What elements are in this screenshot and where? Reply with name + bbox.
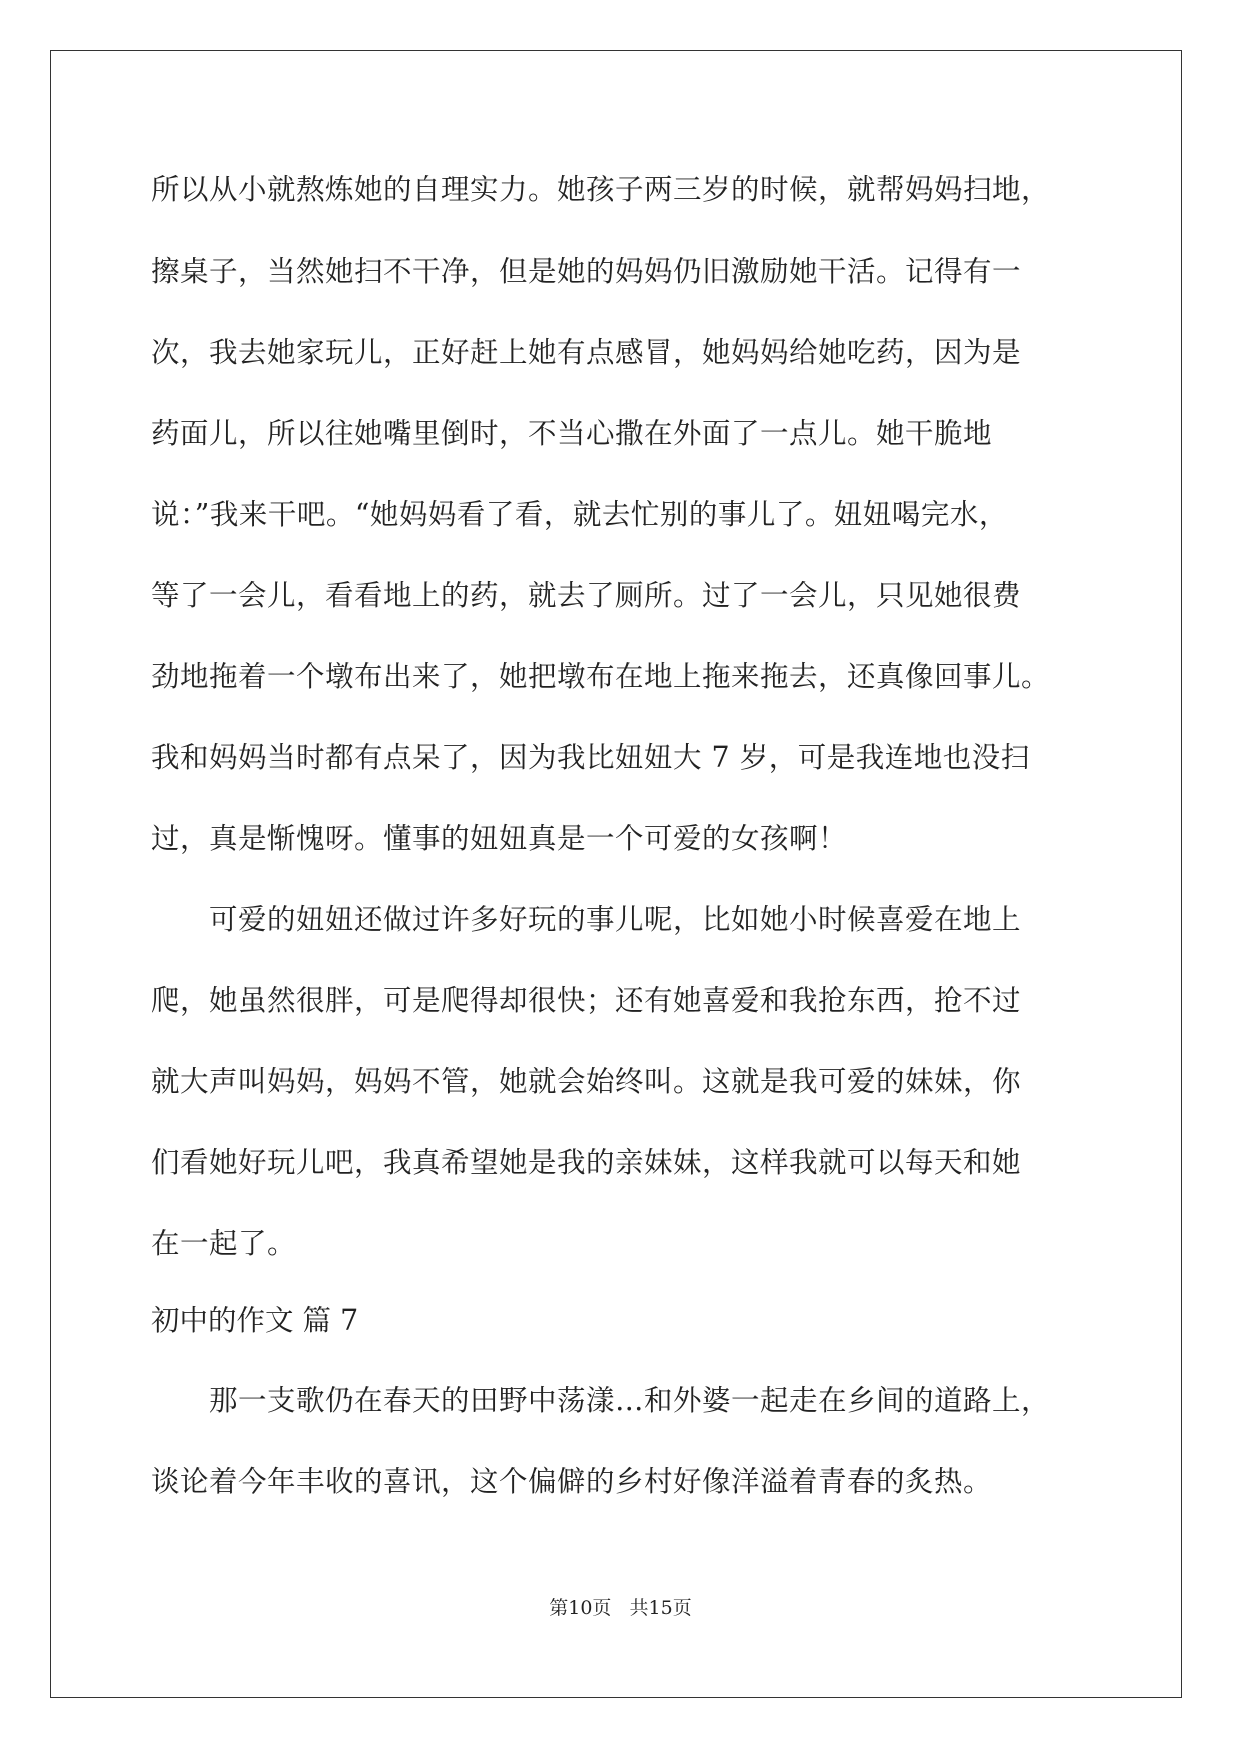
section-heading: 初中的作文 篇 7: [151, 1304, 359, 1337]
body-line: 谈论着今年丰收的喜讯，这个偏僻的乡村好像洋溢着青春的炙热。: [151, 1465, 993, 1498]
body-line: 爬，她虽然很胖，可是爬得却很快；还有她喜爱和我抢东西，抢不过: [151, 984, 1022, 1017]
page-footer: 第10页 共15页: [549, 1597, 692, 1619]
body-line: 们看她好玩儿吧，我真希望她是我的亲妹妹，这样我就可以每天和她: [151, 1146, 1022, 1179]
body-line: 就大声叫妈妈，妈妈不管，她就会始终叫。这就是我可爱的妹妹，你: [151, 1065, 1022, 1098]
body-line: 等了一会儿，看看地上的药，就去了厕所。过了一会儿，只见她很费: [151, 579, 1022, 612]
body-line: 药面儿，所以往她嘴里倒时，不当心撒在外面了一点儿。她干脆地: [151, 417, 993, 450]
body-line: 过，真是惭愧呀。懂事的妞妞真是一个可爱的女孩啊！: [151, 822, 848, 855]
body-line: 擦桌子，当然她扫不干净，但是她的妈妈仍旧激励她干活。记得有一: [151, 255, 1022, 288]
body-line: 在一起了。: [151, 1227, 297, 1260]
body-line: 次，我去她家玩儿，正好赶上她有点感冒，她妈妈给她吃药，因为是: [151, 336, 1022, 369]
body-line: 说：”我来干吧。“她妈妈看了看，就去忙别的事儿了。妞妞喝完水，: [151, 498, 1008, 531]
body-line: 我和妈妈当时都有点呆了，因为我比妞妞大 7 岁，可是我连地也没扫: [151, 741, 1030, 774]
body-line: 所以从小就熬炼她的自理实力。她孩子两三岁的时候，就帮妈妈扫地，: [151, 173, 1051, 206]
body-line: 可爱的妞妞还做过许多好玩的事儿呢，比如她小时候喜爱在地上: [151, 903, 1022, 936]
page-border: [50, 50, 1182, 1698]
body-line: 劲地拖着一个墩布出来了，她把墩布在地上拖来拖去，还真像回事儿。: [151, 660, 1051, 693]
body-line: 那一支歌仍在春天的田野中荡漾…和外婆一起走在乡间的道路上，: [151, 1384, 1051, 1417]
